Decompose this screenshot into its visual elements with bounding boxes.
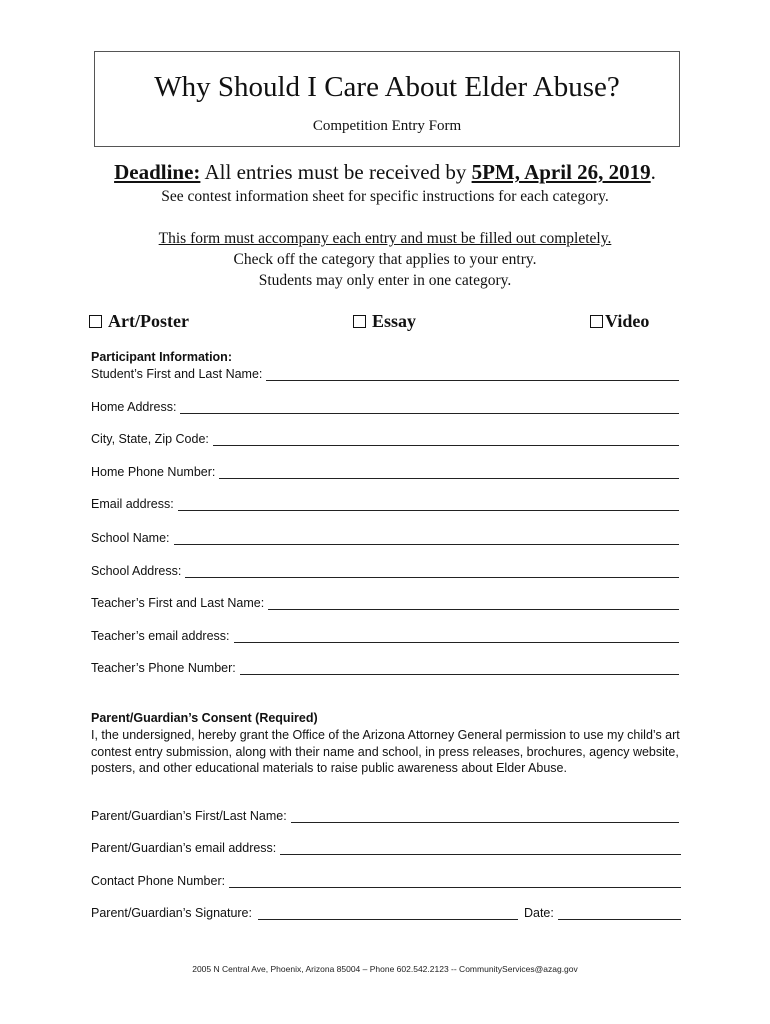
guardian-name-input[interactable] (291, 810, 679, 823)
check-note: Check off the category that applies to your entry. (233, 251, 537, 268)
checkbox-art-poster[interactable] (89, 315, 102, 328)
field-label: Parent/Guardian’s First/Last Name: (91, 809, 287, 823)
city-state-zip-field[interactable] (91, 432, 679, 446)
field-label: Contact Phone Number: (91, 874, 226, 888)
contact-phone-input[interactable] (229, 875, 681, 888)
teacher-email-field[interactable] (91, 629, 679, 643)
deadline-line (0, 160, 770, 185)
teacher-phone-field[interactable] (91, 661, 679, 675)
date-label: Date: (523, 906, 554, 920)
date-input[interactable] (558, 907, 681, 920)
student-name-input[interactable] (266, 368, 679, 381)
deadline-text: All entries must be received by (200, 160, 472, 184)
signature-row (91, 906, 681, 920)
city-state-zip-input[interactable] (213, 433, 679, 446)
field-label: School Name: (91, 531, 170, 545)
school-name-input[interactable] (174, 532, 679, 545)
field-label: Email address: (91, 497, 174, 511)
page-title: Why Should I Care About Elder Abuse? (154, 71, 620, 103)
student-name-field[interactable] (91, 367, 679, 381)
home-address-input[interactable] (180, 401, 679, 414)
guardian-email-input[interactable] (280, 842, 681, 855)
signature-label: Parent/Guardian’s Signature: (91, 906, 252, 920)
field-label: Parent/Guardian’s email address: (91, 841, 277, 855)
field-label: Student’s First and Last Name: (91, 367, 263, 381)
title-box (94, 51, 680, 147)
category-art-poster[interactable] (89, 311, 189, 332)
teacher-name-field[interactable] (91, 596, 679, 610)
school-address-field[interactable] (91, 564, 679, 578)
participant-heading: Participant Information: (91, 350, 232, 364)
email-field[interactable] (91, 497, 679, 511)
checkbox-essay[interactable] (353, 315, 366, 328)
consent-heading: Parent/Guardian’s Consent (Required) (91, 711, 318, 725)
teacher-name-input[interactable] (268, 597, 679, 610)
contact-phone-field[interactable] (91, 874, 681, 888)
deadline-date: 5PM, April 26, 2019 (471, 160, 651, 184)
home-phone-input[interactable] (219, 466, 679, 479)
one-category-note: Students may only enter in one category. (258, 272, 512, 289)
teacher-email-input[interactable] (234, 630, 680, 643)
category-label: Video (605, 311, 650, 331)
page-subtitle: Competition Entry Form (312, 118, 462, 134)
field-label: Teacher’s email address: (91, 629, 230, 643)
category-label: Art/Poster (108, 311, 189, 331)
guardian-email-field[interactable] (91, 841, 681, 855)
deadline-label: Deadline: (114, 160, 201, 184)
footer-contact: 2005 N Central Ave, Phoenix, Arizona 85004 – Phone 602.542.2123 -- CommunityServices@azag.gov (192, 964, 578, 974)
accompany-note: This form must accompany each entry and must be filled out completely. (158, 230, 612, 247)
home-phone-field[interactable] (91, 465, 679, 479)
field-label: Teacher’s Phone Number: (91, 661, 236, 675)
deadline-period: . (650, 160, 656, 184)
school-name-field[interactable] (91, 531, 679, 545)
checkbox-video[interactable] (590, 315, 603, 328)
category-essay[interactable] (353, 311, 416, 332)
category-video[interactable] (590, 311, 649, 332)
field-label: Teacher’s First and Last Name: (91, 596, 265, 610)
info-sheet-note: See contest information sheet for specific instructions for each category. (161, 188, 609, 205)
guardian-name-field[interactable] (91, 809, 679, 823)
category-label: Essay (372, 311, 417, 331)
field-label: Home Address: (91, 400, 177, 414)
consent-body: I, the undersigned, hereby grant the Office of the Arizona Attorney General permission to use my child’s art contest entry submission, along with their name and school, in press releases, brochures, agency website, posters, and other educational materials to raise public awareness about Elder Abuse. (91, 728, 680, 775)
field-label: Home Phone Number: (91, 465, 216, 479)
field-label: School Address: (91, 564, 182, 578)
school-address-input[interactable] (185, 565, 679, 578)
signature-input[interactable] (258, 907, 518, 920)
teacher-phone-input[interactable] (240, 662, 679, 675)
field-label: City, State, Zip Code: (91, 432, 209, 446)
category-options (0, 311, 770, 337)
home-address-field[interactable] (91, 400, 679, 414)
email-input[interactable] (178, 498, 679, 511)
